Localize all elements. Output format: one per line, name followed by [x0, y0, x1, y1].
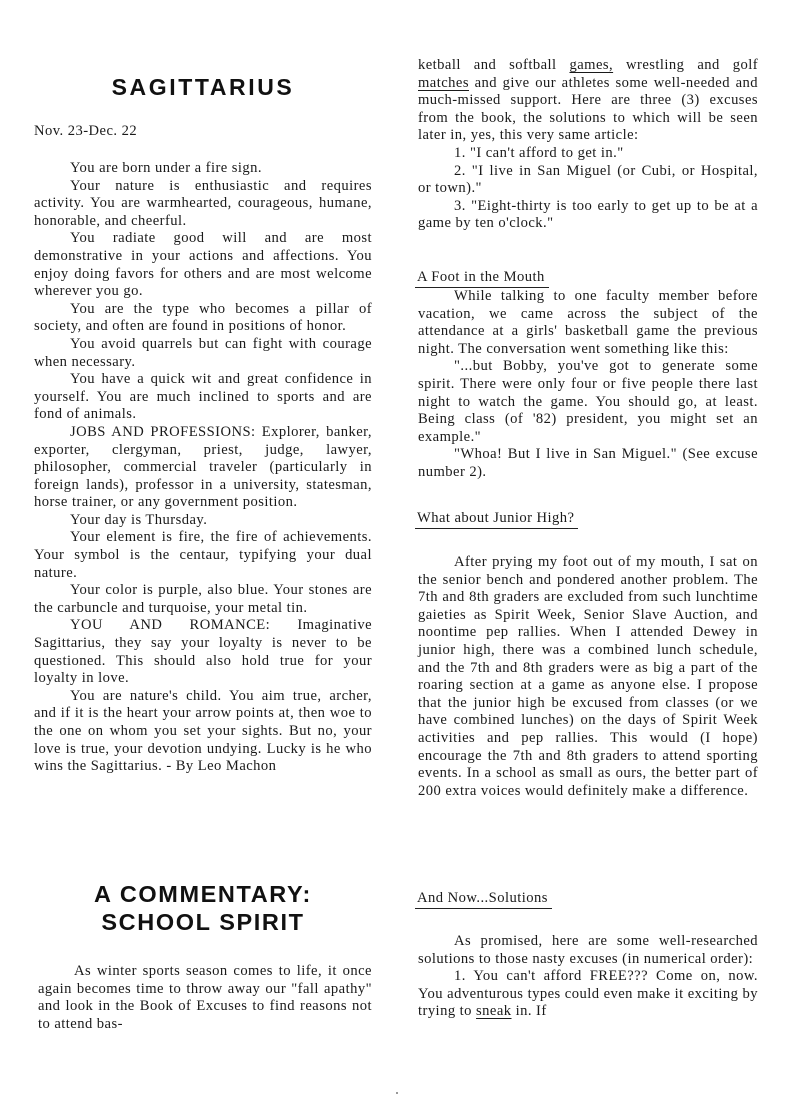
paragraph: You avoid quarrels but can fight with courage when necessary. — [34, 335, 372, 370]
sagittarius-article — [34, 160, 372, 776]
paragraph: As winter sports season comes to life, it once again becomes time to throw away our "fall apathy" and look in the Book of Excuses to find reasons not to attend bas- — [38, 963, 372, 1032]
section-solutions — [418, 933, 758, 1021]
heading-text: A Foot in the Mouth — [415, 269, 549, 288]
paragraph: Your element is fire, the fire of achievements. Your symbol is the centaur, typifying your dual nature. — [34, 529, 372, 581]
commentary-intro-left — [38, 963, 372, 1033]
commentary-title-line1: A COMMENTARY: — [94, 881, 312, 907]
paragraph: JOBS AND PROFESSIONS: Explorer, banker, exporter, clergyman, priest, judge, lawyer, philosopher, commercial traveler (particularly in foreign lands), professor in a university, statesman, horse trainer, or any government position. — [34, 423, 372, 511]
paragraph: YOU AND ROMANCE: Imaginative Sagittarius, they say your loyalty is never to be questioned. This should also hold true for your loyalty in love. — [34, 617, 372, 687]
text: wrestling and golf — [613, 57, 759, 73]
sagittarius-title: SAGITTARIUS — [111, 74, 295, 100]
text: in. If — [511, 1003, 547, 1020]
paragraph: While talking to one faculty member before vacation, we came across the subject of the attendance at a girls' basketball game the previous night. The conversation went something like this: — [418, 288, 758, 357]
solution-item — [418, 968, 758, 1021]
paragraph: Your day is Thursday. — [70, 511, 208, 528]
paragraph: You are the type who becomes a pillar of society, and often are found in positions of honor. — [34, 300, 372, 335]
commentary-title-line2: SCHOOL SPIRIT — [101, 909, 305, 935]
sagittarius-dates: Nov. 23-Dec. 22 — [34, 123, 138, 139]
section-foot — [418, 288, 758, 482]
section-heading-junior-high — [418, 510, 578, 529]
paragraph: You are nature's child. You aim true, archer, and if it is the heart your arrow points at, then woe to the one on whom you set your sights. But no, your love is true, your devotion undying. Lucky is he who wins the Sagittarius. - By Leo Machon — [34, 687, 372, 775]
paragraph: After prying my foot out of my mouth, I sat on the senior bench and pondered another problem. The 7th and 8th graders are excluded from such lunchtime gaieties as Spirit Week, Senior Slave Auction, and noontime pep rallies. When I attended Dewey in junior high, there was a combined lunch schedule, and the 7th and 8th graders were as big a part of the roaring section at a game as anyone else. I propose that the junior high be excused from classes (or we have combined lunches) on the days of Spirit Week activities and pep rallies. This would (I hope) encourage the 7th and 8th graders to attend sporting events. In a school as small as ours, the better part of 200 extra voices would definitely make a difference. — [418, 554, 758, 799]
underlined-games: games, — [569, 57, 614, 73]
section-heading-solutions — [418, 890, 552, 909]
excuse-item: 1. "I can't afford to get in." — [454, 144, 624, 161]
excuse-item: 2. "I live in San Miguel (or Cubi, or Hospital, or town)." — [418, 162, 758, 197]
paragraph: You are born under a fire sign. — [70, 160, 263, 176]
heading-text: And Now...Solutions — [415, 890, 552, 909]
underlined-sneak: sneak — [476, 1003, 512, 1020]
paragraph: You radiate good will and are most demonstrative in your actions and affections. You enjoy doing favors for others and are most welcome wherever you go. — [34, 230, 372, 300]
paragraph: As promised, here are some well-researched solutions to those nasty excuses (in numerical order): — [418, 933, 758, 967]
section-junior-high — [418, 554, 758, 800]
heading-text: What about Junior High? — [415, 510, 578, 529]
paragraph: "Whoa! But I live in San Miguel." (See excuse number 2). — [418, 446, 758, 480]
paragraph: "...but Bobby, you've got to generate some spirit. There were only four or five people there last night to watch the game. You should go, at least. Being class (of '82) president, you might set an example." — [418, 358, 758, 445]
paragraph: Your nature is enthusiastic and requires activity. You are warmhearted, courageous, humane, honorable, and cheerful. — [34, 177, 372, 229]
underlined-matches: matches — [418, 74, 469, 91]
section-heading-foot — [418, 269, 549, 288]
text: ketball and softball — [418, 57, 570, 73]
text: and give our athletes some well-needed and much-missed support. Here are three (3) excuses from the book, the solutions to which will be seen later in, yes, this very same article: — [418, 74, 758, 144]
paragraph: You have a quick wit and great confidence in yourself. You are much inclined to sports and are fond of animals. — [34, 371, 372, 423]
commentary-title — [34, 880, 372, 936]
excuse-item: 3. "Eight-thirty is too early to get up to be at a game by ten o'clock." — [418, 197, 758, 232]
text: 1. You can't afford FREE??? Come on, now. You adventurous types could even make it exciting by trying to — [418, 968, 758, 1020]
paragraph: Your color is purple, also blue. Your stones are the carbuncle and turquoise, your metal tin. — [34, 582, 372, 616]
scan-speck — [396, 1092, 398, 1094]
paragraph — [418, 57, 758, 145]
commentary-intro-right — [418, 57, 758, 233]
